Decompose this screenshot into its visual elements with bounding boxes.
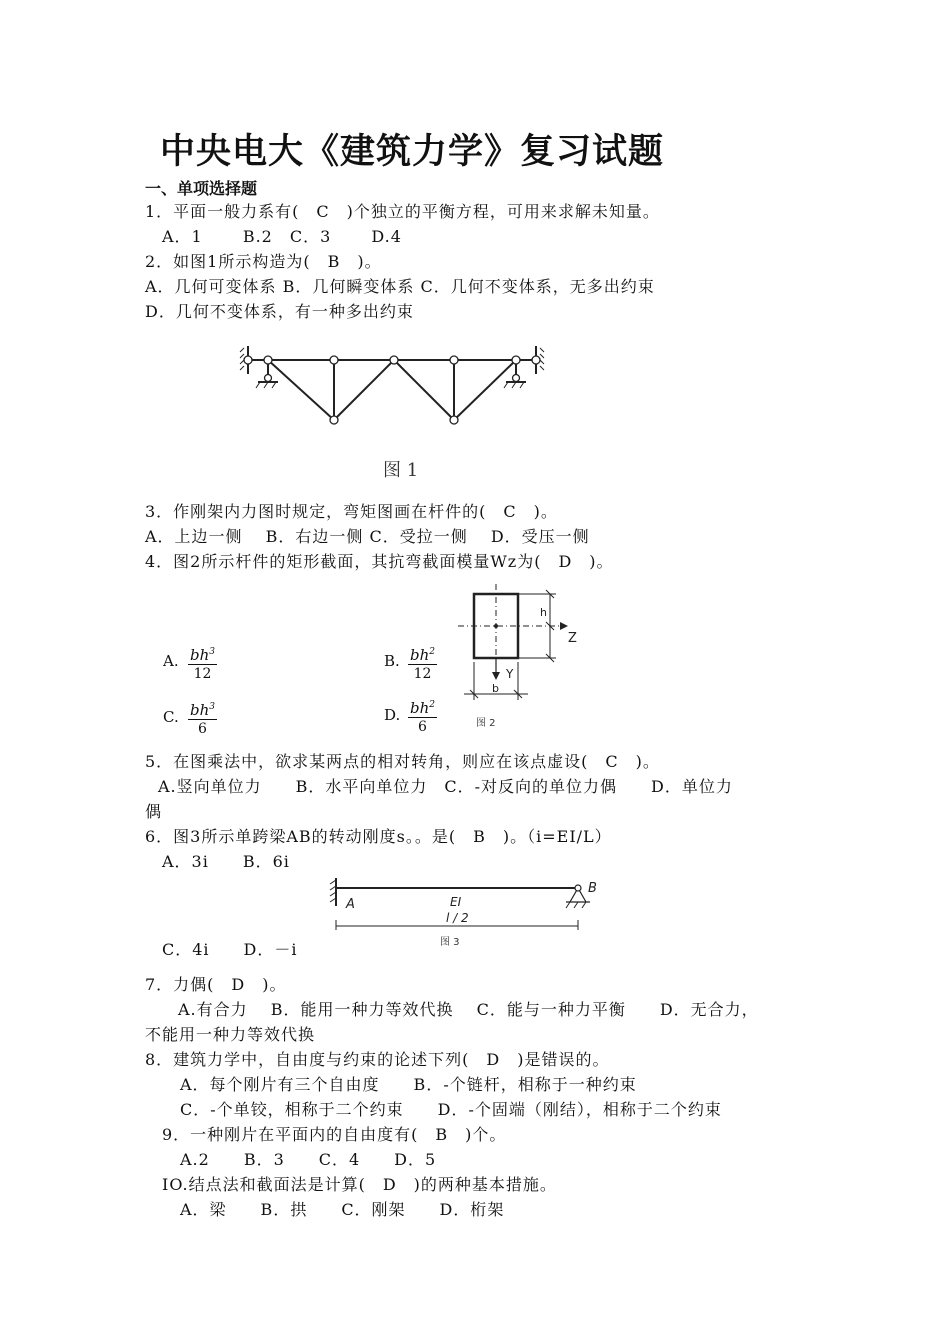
question-8-options-line-1: A．每个刚片有三个自由度 B．-个链杆，相称于一种约束 xyxy=(180,1075,637,1094)
question-5-options-line-1: A.竖向单位力 B．水平向单位力 C．-对反向的单位力偶 D．单位力 xyxy=(158,777,733,796)
figure-1-caption: 图 1 xyxy=(383,460,419,481)
option-a-formula: $\frac{bh^3}{12}$ xyxy=(188,643,217,683)
question-10-stem: IO.结点法和截面法是计算( D )的两种基本措施。 xyxy=(162,1175,557,1194)
figure-2-caption: 图 2 xyxy=(476,718,496,729)
question-8-options-line-2: C．-个单铰，相称于二个约束 D．-个固端（刚结），相称于二个约束 xyxy=(180,1100,722,1119)
figure-3-caption: 图 3 xyxy=(440,937,460,948)
option-b-formula: $\frac{bh^2}{12}$ xyxy=(408,643,437,683)
axis-z-label: Z xyxy=(568,631,577,646)
figure-3-beam xyxy=(326,872,606,950)
question-4-stem: 4．图2所示杆件的矩形截面，其抗弯截面模量Wz为( D )。 xyxy=(145,552,614,571)
option-c-formula: $\frac{bh^3}{6}$ xyxy=(188,698,217,738)
option-d-formula: $\frac{bh^2}{6}$ xyxy=(408,696,437,736)
beam-length-label: l / 2 xyxy=(446,911,469,925)
question-7-options-line-1: A.有合力 B．能用一种力等效代换 C．能与一种力平衡 D．无合力， xyxy=(178,1000,759,1019)
question-3-options: A．上边一侧 B．右边一侧 C．受拉一侧 D．受压一侧 xyxy=(145,527,590,546)
beam-end-b-label: B xyxy=(588,881,597,896)
question-2-stem: 2．如图1所示构造为( B )。 xyxy=(145,252,382,271)
figure-1-truss xyxy=(238,338,548,430)
dimension-h-label: h xyxy=(540,606,547,619)
beam-stiffness-label: EI xyxy=(450,895,462,909)
question-9-stem: 9．一种刚片在平面内的自由度有( B )个。 xyxy=(162,1125,507,1144)
question-7-stem: 7．力偶( D )。 xyxy=(145,975,287,994)
question-3-stem: 3．作刚架内力图时规定，弯矩图画在杆件的( C )。 xyxy=(145,502,558,521)
beam-end-a-label: A xyxy=(346,897,355,912)
document-title: 中央电大《建筑力学》复习试题 xyxy=(160,132,665,172)
axis-y-label: Y xyxy=(506,667,514,681)
question-5-stem: 5．在图乘法中，欲求某两点的相对转角，则应在该点虚设( C )。 xyxy=(145,752,660,771)
question-2-options-line-1: A．几何可变体系 B．几何瞬变体系 C．几何不变体系，无多出约束 xyxy=(145,277,655,296)
question-6-options-line-2: C．4i D．－i xyxy=(162,940,298,959)
question-1-options: A．1 B.2 C．3 D.4 xyxy=(162,227,402,246)
section-heading: 一、单项选择题 xyxy=(145,179,258,198)
question-7-options-line-2: 不能用一种力等效代换 xyxy=(145,1025,316,1044)
question-2-options-line-2: D．几何不变体系，有一种多出约束 xyxy=(145,302,414,321)
question-5-options-line-2: 偶 xyxy=(145,802,163,821)
dimension-b-label: b xyxy=(492,682,499,695)
option-c-label: C. xyxy=(163,708,179,726)
figure-2-section xyxy=(452,582,592,730)
question-6-options-line-1: A．3i B．6i xyxy=(162,852,290,871)
question-9-options: A.2 B．3 C．4 D．5 xyxy=(180,1150,437,1169)
option-d-label: D. xyxy=(384,706,401,724)
question-1-stem: 1．平面一般力系有( C )个独立的平衡方程，可用来求解未知量。 xyxy=(145,202,660,221)
option-a-label: A. xyxy=(163,652,179,670)
question-6-stem: 6．图3所示单跨梁AB的转动刚度s。。是( B )。（i=EI/L） xyxy=(145,827,612,846)
question-10-options: A．梁 B．拱 C．刚架 D．桁架 xyxy=(180,1200,505,1219)
question-8-stem: 8．建筑力学中，自由度与约束的论述下列( D )是错误的。 xyxy=(145,1050,610,1069)
option-b-label: B. xyxy=(384,652,400,670)
